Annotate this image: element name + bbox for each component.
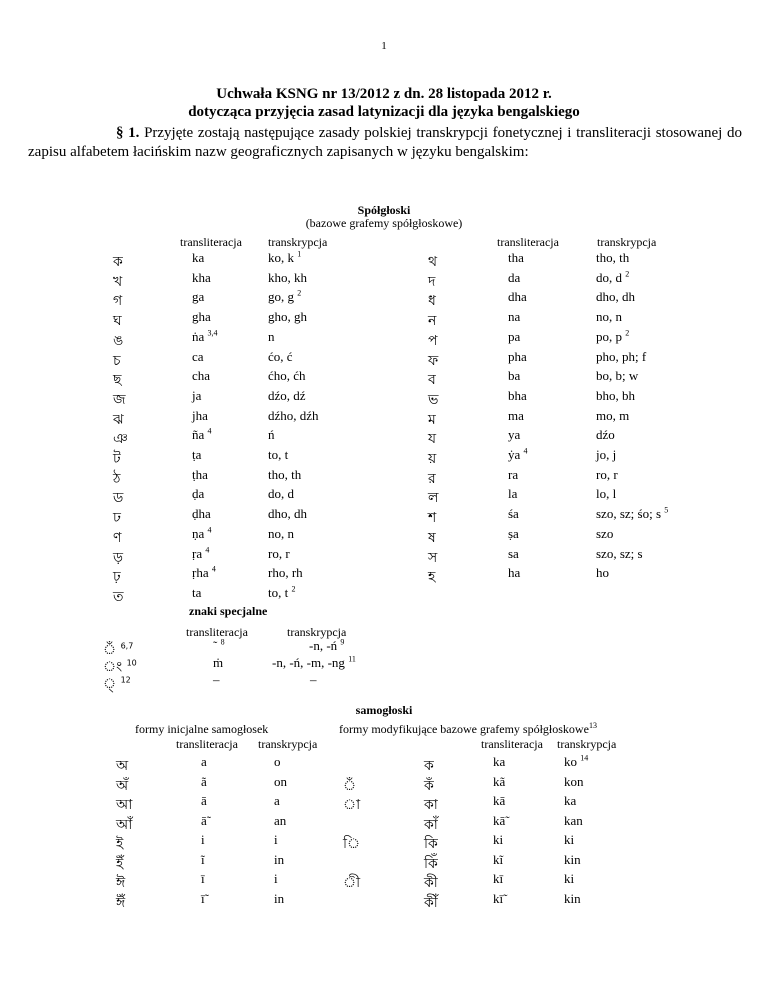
consonant-transcr: kho, kh: [268, 269, 307, 285]
vowel-translit: a: [201, 754, 207, 769]
consonant-translit: ña $^4$: [192, 426, 212, 443]
consonant-translit: ma: [508, 407, 524, 423]
consonant-transcr: ćho, ćh: [268, 368, 306, 384]
consonant-translit: dha: [508, 289, 527, 305]
vowel-initial: ইঁ: [116, 855, 124, 872]
consonant-translit: ẏa $^4$: [508, 446, 528, 462]
vowel-transcr: a: [274, 793, 280, 808]
vowel-mod-transcr: ki: [564, 832, 575, 847]
consonant-translit: ḍha: [192, 506, 211, 522]
consonant-transcr: dźo: [596, 427, 615, 443]
vowel-modifier: ি: [343, 836, 361, 852]
consonant-grapheme: ণ: [113, 529, 122, 546]
vowel-initial: অ: [116, 758, 129, 774]
vowel-mod-transcr: ki: [564, 871, 575, 886]
consonant-transcr: dho, dh: [268, 506, 307, 522]
consonant-translit: ca: [192, 348, 204, 364]
consonant-translit: pha: [508, 348, 527, 364]
consonants-right-hdr-translit: transliteracja: [497, 235, 559, 249]
special-transcr: –: [310, 672, 317, 687]
consonant-grapheme: জ: [113, 391, 126, 408]
intro-paragraph: [28, 124, 742, 162]
vowel-initial: আ: [116, 797, 133, 813]
consonant-grapheme: ড়: [113, 549, 123, 566]
consonant-translit: ja: [192, 387, 202, 403]
consonant-transcr: gho, gh: [268, 309, 307, 325]
consonant-transcr: tho, th: [268, 466, 302, 482]
special-translit: –: [213, 672, 220, 687]
consonant-transcr: go, g $^2$: [268, 289, 302, 305]
vowel-mod-translit: kā̃: [493, 812, 506, 828]
vowel-initial: ঈ: [116, 875, 126, 891]
vowel-mod-translit: ki: [493, 832, 504, 847]
special-grapheme: ং $^{10}$: [103, 658, 137, 675]
consonant-grapheme: ব: [428, 372, 436, 389]
consonant-translit: ga: [192, 289, 205, 305]
special-transcr: -n, -ń, -m, -ng $^{11}$: [272, 654, 356, 670]
consonant-translit: ka: [192, 250, 205, 265]
consonant-translit: ya: [508, 427, 521, 443]
vowel-mod-transcr: ko $^{14}$: [564, 753, 589, 769]
vowel-modified-consonant: কা: [424, 797, 438, 813]
vowel-mod-transcr: kon: [564, 773, 584, 789]
consonant-transcr: dźo, dź: [268, 387, 306, 403]
vowel-modified-consonant: কি: [424, 836, 438, 852]
vowel-mod-translit: kī̃: [493, 890, 504, 906]
consonant-transcr: mo, m: [596, 407, 630, 423]
consonant-translit: da: [508, 269, 521, 285]
vowel-initial: আঁ: [116, 816, 133, 833]
consonant-transcr: n: [268, 328, 275, 344]
vowel-translit: ā̃: [201, 812, 207, 828]
consonants-left-hdr-transcr: transkrypcja: [268, 235, 328, 249]
vowel-modifier: ঁ: [343, 777, 357, 794]
consonant-translit: ṣa: [508, 525, 519, 541]
consonant-grapheme: ঙ: [113, 332, 124, 349]
consonant-translit: ra: [508, 466, 519, 482]
consonant-grapheme: খ: [113, 273, 123, 290]
consonant-grapheme: ড: [113, 490, 124, 507]
vowel-translit: ā: [201, 793, 207, 808]
vowel-initial: অঁ: [116, 777, 129, 794]
consonant-translit: ṭha: [192, 466, 208, 482]
consonant-grapheme: দ: [428, 273, 436, 290]
vowel-mod-translit: kī: [493, 871, 504, 886]
consonant-grapheme: ষ: [428, 529, 436, 546]
vowel-modified-consonant: কী: [424, 875, 438, 891]
consonant-grapheme: ঢ: [113, 510, 121, 527]
vowels-title: samogłoski: [355, 703, 413, 717]
vowels-hdr-modifying: formy modyfikujące bazowe grafemy spółgłoskowe$^{13}$: [339, 721, 597, 736]
consonant-transcr: szo, sz; s: [596, 545, 643, 561]
consonant-transcr: ho: [596, 565, 609, 581]
special-translit: ˜ $^8$: [213, 637, 225, 653]
consonant-grapheme: ঘ: [113, 313, 122, 330]
consonant-grapheme: র: [428, 470, 436, 487]
vowel-mod-translit: kã: [493, 773, 506, 789]
consonant-grapheme: ঞ: [113, 431, 128, 448]
special-hdr-transcr: transkrypcja: [287, 625, 347, 639]
special-transcr: -n, -ń $^9$: [309, 637, 345, 653]
consonant-translit: ṅa $^{3,4}$: [192, 328, 218, 344]
consonant-grapheme: ন: [428, 313, 437, 330]
consonant-grapheme: ঢ়: [113, 569, 121, 586]
consonant-transcr: no, n: [596, 309, 622, 325]
page-number: 1: [381, 40, 387, 52]
special-translit: ṁ: [213, 655, 224, 670]
consonant-translit: na: [508, 309, 521, 325]
consonant-translit: cha: [192, 368, 211, 384]
vowels-right-hdr-translit: transliteracja: [481, 737, 543, 751]
consonant-grapheme: ঝ: [113, 411, 124, 428]
vowel-initial: ই: [116, 836, 124, 852]
consonant-grapheme: য: [428, 431, 437, 448]
consonant-translit: śa: [508, 506, 519, 522]
vowel-modified-consonant: ক: [424, 758, 434, 774]
special-grapheme: ঁ $^{6,7}$: [103, 641, 134, 658]
consonant-transcr: tho, th: [596, 250, 630, 265]
consonant-transcr: ko, k $^1$: [268, 249, 302, 265]
consonant-translit: kha: [192, 269, 211, 285]
consonant-grapheme: ম: [428, 411, 436, 428]
vowel-transcr: i: [274, 832, 278, 847]
consonant-translit: ṭa: [192, 447, 202, 462]
vowel-translit: ĩ: [201, 851, 205, 867]
consonant-translit: ba: [508, 368, 521, 384]
special-hdr-translit: transliteracja: [186, 625, 248, 639]
consonant-transcr: do, d: [268, 486, 294, 502]
vowel-modified-consonant: কাঁ: [424, 816, 438, 833]
vowel-translit: i: [201, 832, 205, 847]
consonants-subtitle: (bazowe grafemy spółgłoskowe): [305, 216, 463, 230]
vowel-mod-transcr: kin: [564, 851, 581, 867]
vowel-modified-consonant: কীঁ: [424, 894, 438, 911]
consonant-translit: pa: [508, 328, 521, 344]
section-marker: § 1.: [116, 125, 140, 141]
consonant-transcr: bo, b; w: [596, 368, 639, 384]
consonant-translit: bha: [508, 387, 527, 403]
consonant-grapheme: স: [428, 549, 438, 566]
special-grapheme: ্ $^{12}$: [103, 675, 131, 692]
consonant-grapheme: শ: [428, 510, 437, 527]
vowels-right-hdr-transcr: transkrypcja: [557, 737, 617, 751]
document-title-line1: Uchwała KSNG nr 13/2012 z dn. 28 listopada 2012 r.: [216, 86, 552, 102]
vowel-modified-consonant: কঁ: [424, 777, 434, 794]
vowel-translit: ã: [201, 773, 207, 789]
vowel-transcr: an: [274, 812, 287, 828]
consonant-translit: tha: [508, 250, 524, 265]
vowels-left-hdr-transcr: transkrypcja: [258, 737, 318, 751]
consonant-transcr: szo: [596, 525, 614, 541]
consonant-grapheme: ভ: [428, 391, 439, 408]
consonants-title: Spółgłoski: [357, 203, 411, 217]
consonant-transcr: ćo, ć: [268, 348, 293, 364]
document-title-line2: dotycząca przyjęcia zasad latynizacji dla języka bengalskiego: [188, 104, 580, 120]
consonants-right-hdr-transcr: transkrypcja: [597, 235, 657, 249]
consonant-grapheme: ত: [113, 588, 124, 605]
consonant-transcr: bho, bh: [596, 387, 635, 403]
consonant-translit: ṛha $^4$: [192, 564, 216, 581]
vowels-left-hdr-translit: transliteracja: [176, 737, 238, 751]
consonant-grapheme: গ: [113, 293, 123, 310]
consonant-transcr: ro, r: [268, 545, 290, 561]
special-title: znaki specjalne: [189, 604, 268, 618]
vowels-hdr-initial: formy inicjalne samogłosek: [135, 722, 269, 736]
consonant-grapheme: চ: [113, 352, 121, 369]
consonant-translit: ṛa $^4$: [192, 545, 210, 561]
vowel-modified-consonant: কিঁ: [424, 855, 438, 872]
consonant-transcr: do, d $^2$: [596, 269, 630, 285]
consonant-translit: ṇa $^4$: [192, 525, 212, 541]
consonant-grapheme: ঠ: [113, 470, 121, 487]
consonant-translit: la: [508, 486, 518, 502]
consonant-transcr: po, p $^2$: [596, 328, 630, 344]
consonant-transcr: ro, r: [596, 466, 618, 482]
vowel-mod-transcr: kin: [564, 890, 581, 906]
consonant-transcr: szo, sz; śo; s $^5$: [596, 505, 669, 522]
vowel-modifier: ী: [343, 875, 361, 891]
consonant-transcr: no, n: [268, 525, 294, 541]
consonant-transcr: jo, j: [596, 447, 617, 462]
vowel-mod-transcr: ka: [564, 793, 577, 808]
consonant-grapheme: হ: [428, 569, 436, 586]
consonant-grapheme: ছ: [113, 372, 122, 389]
consonant-transcr: to, t $^2$: [268, 584, 296, 600]
vowel-initial: ঈঁ: [116, 894, 126, 911]
consonants-left-hdr-translit: transliteracja: [180, 235, 242, 249]
vowel-translit: ī̃: [201, 890, 205, 906]
consonant-grapheme: থ: [428, 254, 438, 270]
consonant-translit: ta: [192, 584, 202, 600]
vowel-transcr: in: [274, 851, 285, 867]
consonant-grapheme: ফ: [428, 352, 439, 369]
vowel-translit: ī: [201, 871, 205, 886]
vowel-mod-translit: ka: [493, 754, 506, 769]
consonant-grapheme: য়: [428, 451, 437, 467]
consonant-translit: ḍa: [192, 486, 205, 502]
consonant-transcr: dźho, dźh: [268, 407, 319, 423]
consonant-translit: jha: [192, 407, 208, 423]
vowel-mod-transcr: kan: [564, 812, 583, 828]
consonant-transcr: lo, l: [596, 486, 617, 502]
consonant-transcr: ń: [268, 427, 275, 443]
consonant-grapheme: ল: [428, 490, 439, 507]
consonant-transcr: pho, ph; f: [596, 348, 647, 364]
intro-text: Przyjęte zostają następujące zasady polskiej transkrypcji fonetycznej i transliteracji stosowanej do zapisu alfabetem łacińskim nazw geograficznych zapisanych w języku bengalskim:: [28, 125, 743, 160]
vowel-mod-translit: kĩ: [493, 851, 504, 867]
consonant-grapheme: ট: [113, 451, 121, 467]
vowel-mod-translit: kā: [493, 793, 506, 808]
consonant-transcr: rho, rh: [268, 565, 303, 581]
vowel-transcr: i: [274, 871, 278, 886]
vowel-modifier: া: [343, 797, 361, 813]
consonant-grapheme: ক: [113, 254, 123, 270]
consonant-transcr: to, t: [268, 447, 289, 462]
consonant-translit: ha: [508, 565, 521, 581]
consonant-translit: gha: [192, 309, 211, 325]
vowel-transcr: o: [274, 754, 281, 769]
consonant-grapheme: ধ: [428, 293, 436, 310]
consonant-translit: sa: [508, 545, 519, 561]
consonant-transcr: dho, dh: [596, 289, 635, 305]
consonant-grapheme: প: [428, 332, 438, 349]
vowel-transcr: on: [274, 773, 287, 789]
vowel-transcr: in: [274, 890, 285, 906]
